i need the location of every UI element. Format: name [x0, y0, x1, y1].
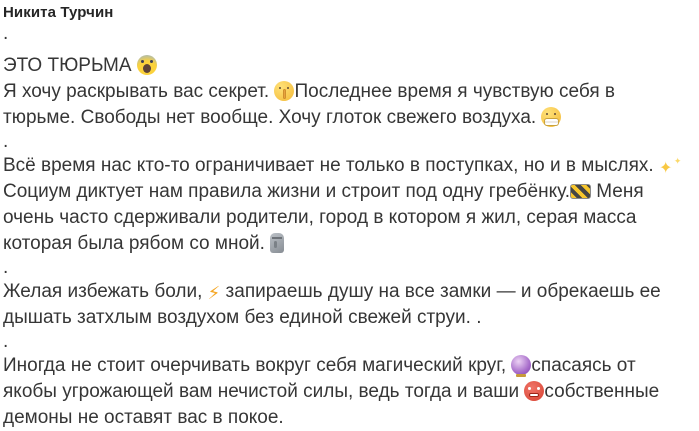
post-paragraph-intro: Я хочу раскрывать вас секрет. Последнее время я чувствую себя в тюрьме. Свободы нет вообще. Хочу глоток свежего воздуха.: [3, 81, 616, 128]
post-heading: ЭТО ТЮРЬМА: [3, 53, 690, 79]
grimacing-face-emoji: [541, 107, 561, 127]
paragraph-separator: .: [3, 257, 9, 278]
lightning-bolt-emoji: ⚡: [207, 283, 221, 303]
paragraph-separator: .: [3, 23, 9, 44]
scream-face-emoji: [137, 55, 157, 75]
post-paragraph-demons: Иногда не стоит очерчивать вокруг себя магический круг, спасаясь от якобы угрожающей вам нечистой силы, ведь тогда и ваши собственные демоны не оставят вас в покое.: [3, 355, 660, 428]
construction-barrier-emoji: [570, 184, 591, 199]
moai-emoji: [270, 233, 284, 253]
paragraph-separator: .: [3, 131, 9, 152]
crystal-ball-emoji: [511, 355, 531, 375]
post-author: Никита Турчин: [3, 4, 114, 21]
shushing-face-emoji: [274, 81, 294, 101]
ogre-demon-emoji: [524, 381, 544, 401]
post-paragraph-society: Всё время нас кто-то ограничивает не только в поступках, но и в мыслях. ✦ ✦ Социум диктует нам правила жизни и строит под одну гребёнку. Меня очень часто сдерживали родители, город в котором я жил, серая масса которая была рябом со мной.: [3, 153, 690, 257]
sparkles-emoji: ✦ ✦: [659, 161, 678, 177]
paragraph-separator: .: [3, 331, 9, 352]
post-paragraph-pain: Желая избежать боли, ⚡ запираешь душу на все замки — и обрекаешь ее дышать затхлым воздухом без единой свежей струи. .: [3, 281, 661, 328]
